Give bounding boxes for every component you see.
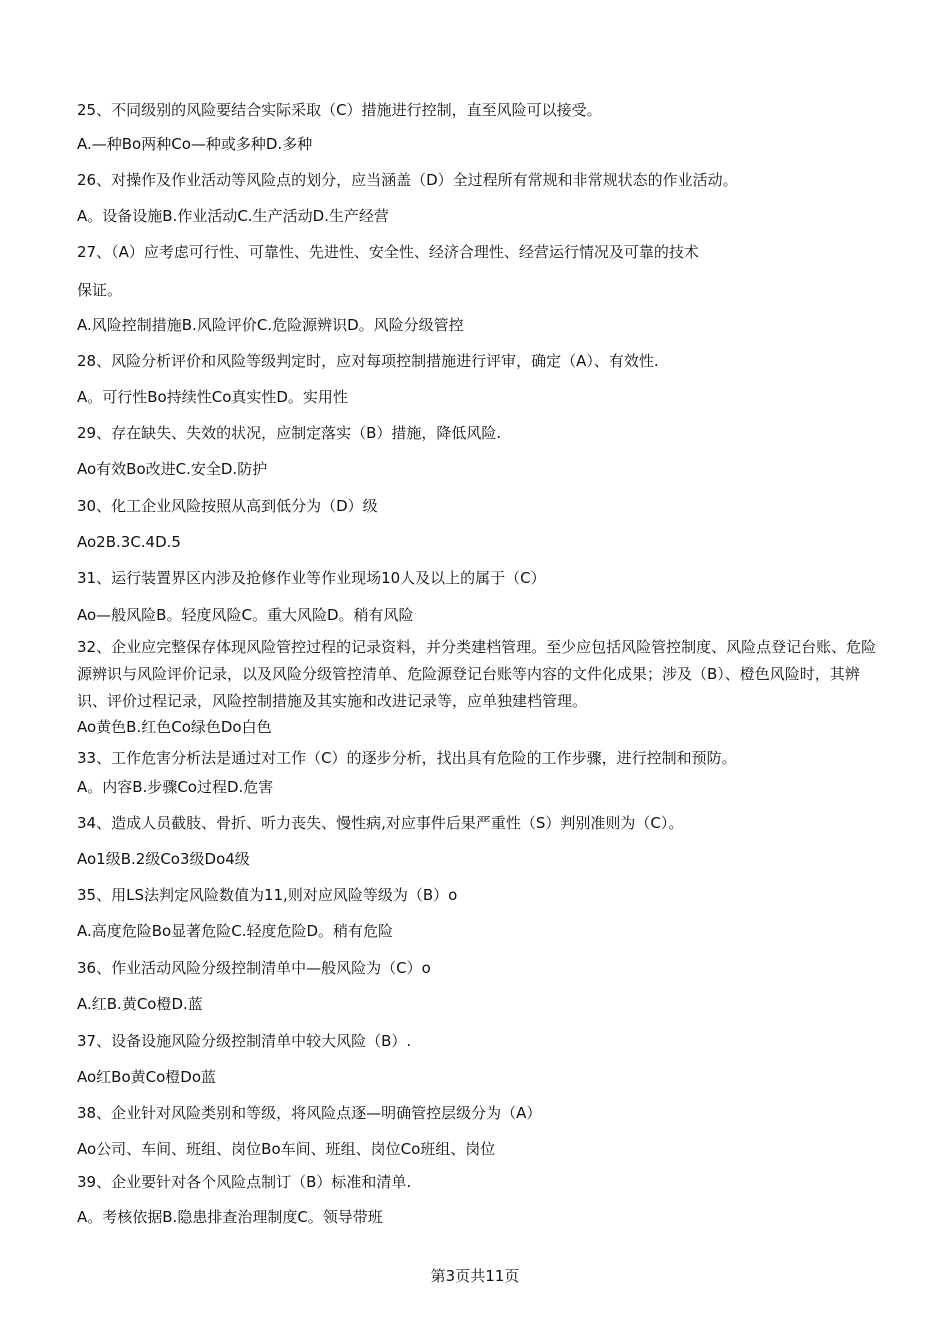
question-27-cont: 保证。	[77, 281, 123, 299]
question-29: 29、存在缺失、失效的状况，应制定落实（B）措施，降低风险.	[77, 424, 502, 442]
question-35: 35、用LS法判定风险数值为11,则对应风险等级为（B）o	[77, 886, 458, 904]
options-31: Ao—般风险B。轻度风险C。重大风险D。稍有风险	[77, 606, 414, 624]
options-34: Ao1级B.2级Co3级Do4级	[77, 850, 250, 868]
question-33: 33、工作危害分析法是通过对工作（C）的逐步分析，找出具有危险的工作步骤，进行控制和预防。	[77, 749, 737, 767]
options-32: Ao黄色B.红色Co绿色Do白色	[77, 718, 272, 736]
options-29: Ao有效Bo改进C.安全D.防护	[77, 460, 268, 478]
options-35: A.高度危险Bo显著危险C.轻度危险D。稍有危险	[77, 922, 394, 940]
question-25: 25、不同级别的风险要结合实际采取（C）措施进行控制，直至风险可以接受。	[77, 101, 602, 119]
question-39: 39、企业要针对各个风险点制订（B）标准和清单.	[77, 1173, 412, 1191]
question-31: 31、运行装置界区内涉及抢修作业等作业现场10人及以上的属于（C）	[77, 569, 546, 587]
question-36: 36、作业活动风险分级控制清单中—般风险为（C）o	[77, 959, 431, 977]
options-33: A。内容B.步骤Co过程D.危害	[77, 778, 274, 796]
options-30: Ao2B.3C.4D.5	[77, 533, 181, 551]
question-30: 30、化工企业风险按照从高到低分为（D）级	[77, 497, 378, 515]
options-25: A.—种Bo两种Co—种或多种D.多种	[77, 135, 313, 153]
question-26: 26、对操作及作业活动等风险点的划分，应当涵盖（D）全过程所有常规和非常规状态的作业活动。	[77, 171, 738, 189]
page-number-footer: 第3页共11页	[430, 1267, 520, 1285]
options-38: Ao公司、车间、班组、岗位Bo车间、班组、岗位Co班组、岗位	[77, 1140, 496, 1158]
options-36: A.红B.黄Co橙D.蓝	[77, 995, 203, 1013]
options-27: A.风险控制措施B.风险评价C.危险源辨识D。风险分级管控	[77, 316, 464, 334]
question-34: 34、造成人员截肢、骨折、听力丧失、慢性病,对应事件后果严重性（S）判别准则为（C）。	[77, 814, 684, 832]
options-28: A。可行性Bo持续性Co真实性D。实用性	[77, 388, 348, 406]
options-26: A。设备设施B.作业活动C.生产活动D.生产经营	[77, 207, 389, 225]
question-28: 28、风险分析评价和风险等级判定时，应对每项控制措施进行评审，确定（A）、有效性.	[77, 352, 659, 370]
question-27: 27、（A）应考虑可行性、可靠性、先进性、安全性、经济合理性、经营运行情况及可靠的技术	[77, 243, 699, 261]
question-38: 38、企业针对风险类别和等级，将风险点逐—明确管控层级分为（A）	[77, 1104, 542, 1122]
question-37: 37、设备设施风险分级控制清单中较大风险（B）.	[77, 1032, 412, 1050]
question-32: 32、企业应完整保存体现风险管控过程的记录资料，并分类建档管理。至少应包括风险管控制度、风险点登记台账、危险源辨识与风险评价记录，以及风险分级管控清单、危险源登记台账等内容的文件化成果；涉及（B）、橙色风险时，其辨识、评价过程记录，风险控制措施及其实施和改进记录等，应单独建档管理。	[77, 638, 877, 710]
options-39: A。考核依据B.隐患排查治理制度C。领导带班	[77, 1208, 383, 1226]
options-37: Ao红Bo黄Co橙Do蓝	[77, 1068, 217, 1086]
